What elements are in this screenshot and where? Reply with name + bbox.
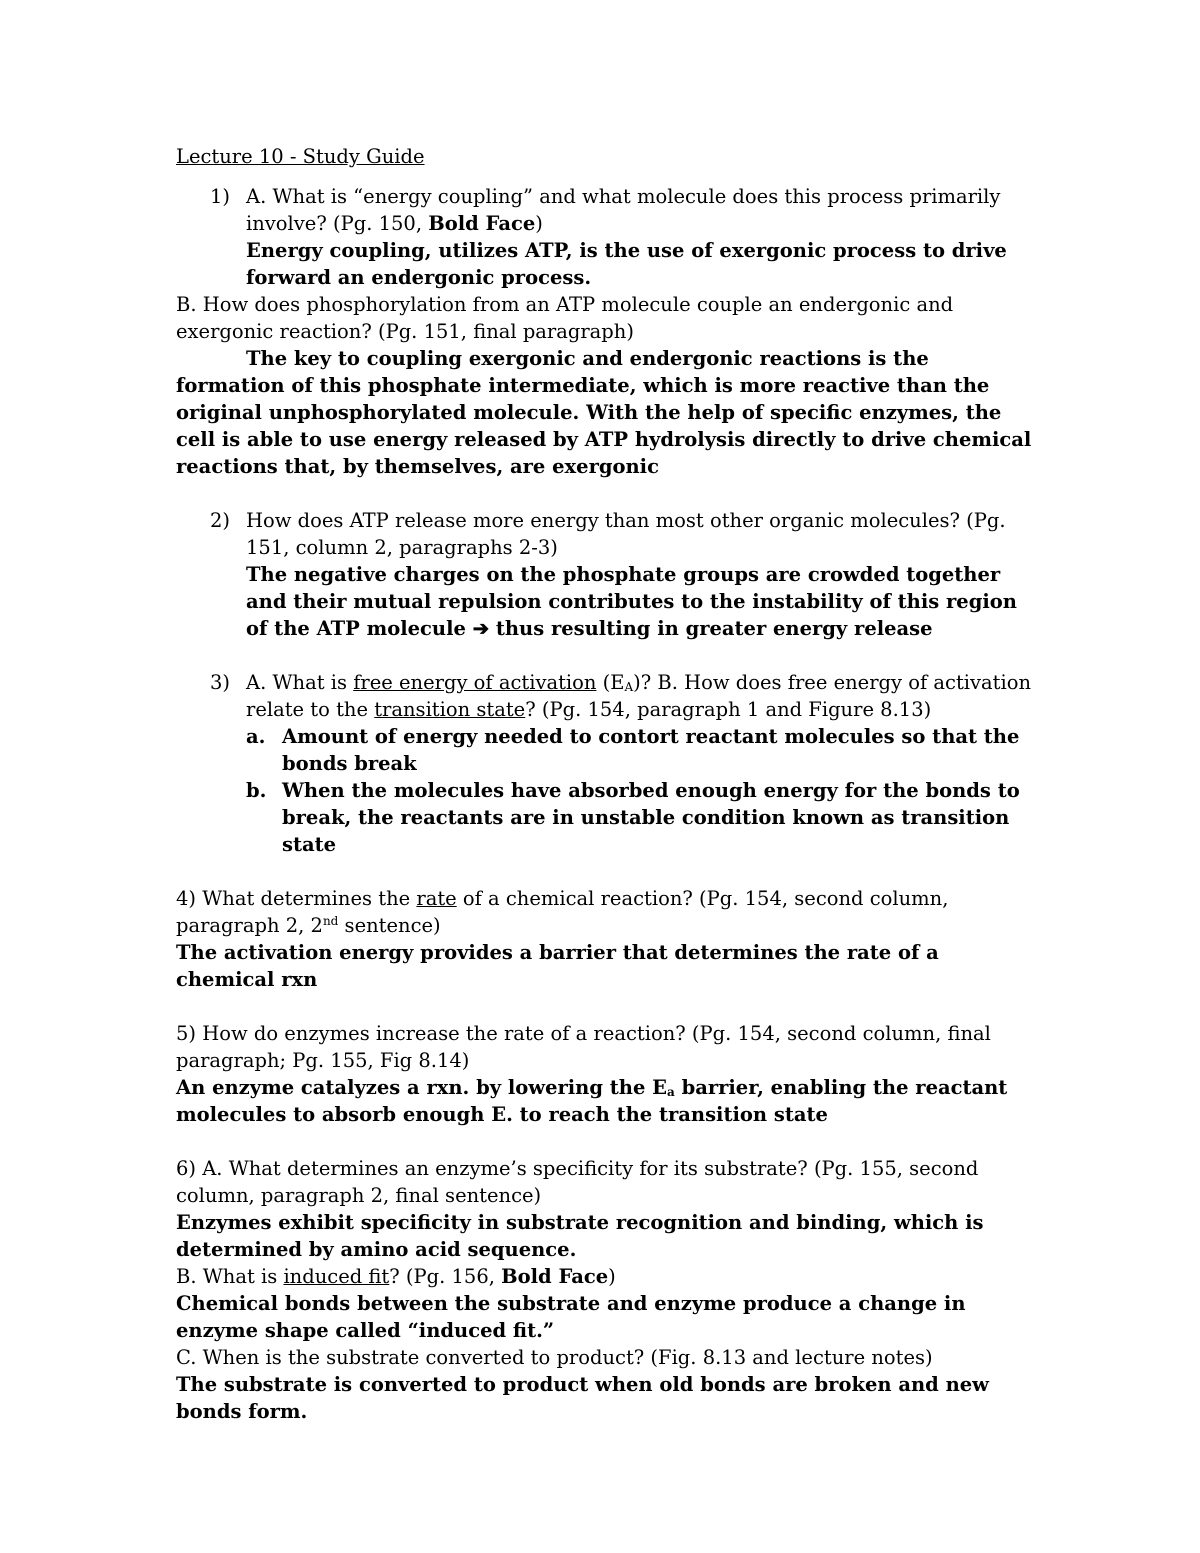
- question-1: [176, 183, 1036, 237]
- question-text: A. What is free energy of activation $(E_A)$? B. How does free energy of activation relate to the transition state? (Pg. 154, paragraph 1 and Figure 8.13): [246, 671, 1032, 721]
- question-text: A. What is “energy coupling” and what molecule does this process primarily involve? (Pg. 150, Bold Face): [246, 185, 1001, 235]
- question-4: 4) What determines the rate of a chemical reaction? (Pg. 154, second column, paragraph 2, 2nd sentence): [176, 887, 949, 937]
- question-text: How does ATP release more energy than most other organic molecules? (Pg. 151, column 2, paragraphs 2-3): [246, 509, 1006, 559]
- list-label: b.: [246, 779, 267, 802]
- arrow-right-icon: ➔: [472, 617, 490, 640]
- answer-2: The negative charges on the phosphate groups are crowded together and their mutual repulsion contributes to the instability of this region of the ATP molecule ➔ thus resulting in greater energy release: [246, 563, 1017, 640]
- question-number: 3): [210, 671, 231, 694]
- answer-6b: Chemical bonds between the substrate and enzyme produce a change in enzyme shape called “induced fit.”: [176, 1292, 966, 1342]
- answer-1a: Energy coupling, utilizes ATP, is the use of exergonic process to drive forward an endergonic process.: [246, 239, 1007, 289]
- question-6a: 6) A. What determines an enzyme’s specificity for its substrate? (Pg. 155, second column, paragraph 2, final sentence): [176, 1157, 979, 1207]
- question-3: [176, 669, 1036, 723]
- question-6b: B. What is induced fit? (Pg. 156, Bold Face): [176, 1265, 616, 1288]
- answer-6a: Enzymes exhibit specificity in substrate recognition and binding, which is determined by amino acid sequence.: [176, 1211, 984, 1261]
- study-guide-content: [176, 143, 1036, 1425]
- question-5: 5) How do enzymes increase the rate of a reaction? (Pg. 154, second column, final paragraph; Pg. 155, Fig 8.14): [176, 1022, 991, 1072]
- question-number: 2): [210, 509, 231, 532]
- answer-3a: a. Amount of energy needed to contort reactant molecules so that the bonds break: [246, 725, 1020, 775]
- answer-4: The activation energy provides a barrier that determines the rate of a chemical rxn: [176, 941, 939, 991]
- question-number: 1): [210, 185, 231, 208]
- answer-3b: b. When the molecules have absorbed enough energy for the bonds to break, the reactants are in unstable condition known as transition state: [246, 779, 1020, 856]
- page-title: Lecture 10 - Study Guide: [176, 145, 425, 168]
- question-2: [176, 507, 1036, 561]
- answer-5: An enzyme catalyzes a rxn. by lowering the $E_a$ barrier, enabling the reactant molecules to absorb enough E. to reach the transition state: [176, 1076, 1008, 1126]
- question-1b: B. How does phosphorylation from an ATP molecule couple an endergonic and exergonic reaction? (Pg. 151, final paragraph): [176, 293, 954, 343]
- question-6c: C. When is the substrate converted to product? (Fig. 8.13 and lecture notes): [176, 1346, 933, 1369]
- answer-6c: The substrate is converted to product when old bonds are broken and new bonds form.: [176, 1373, 989, 1423]
- answer-1b: The key to coupling exergonic and endergonic reactions is the formation of this phosphate intermediate, which is more reactive than the original unphosphorylated molecule. With the help of specific enzymes, the cell is able to use energy released by ATP hydrolysis directly to drive chemical reactions that, by themselves, are exergonic: [176, 347, 1032, 478]
- list-label: a.: [246, 725, 266, 748]
